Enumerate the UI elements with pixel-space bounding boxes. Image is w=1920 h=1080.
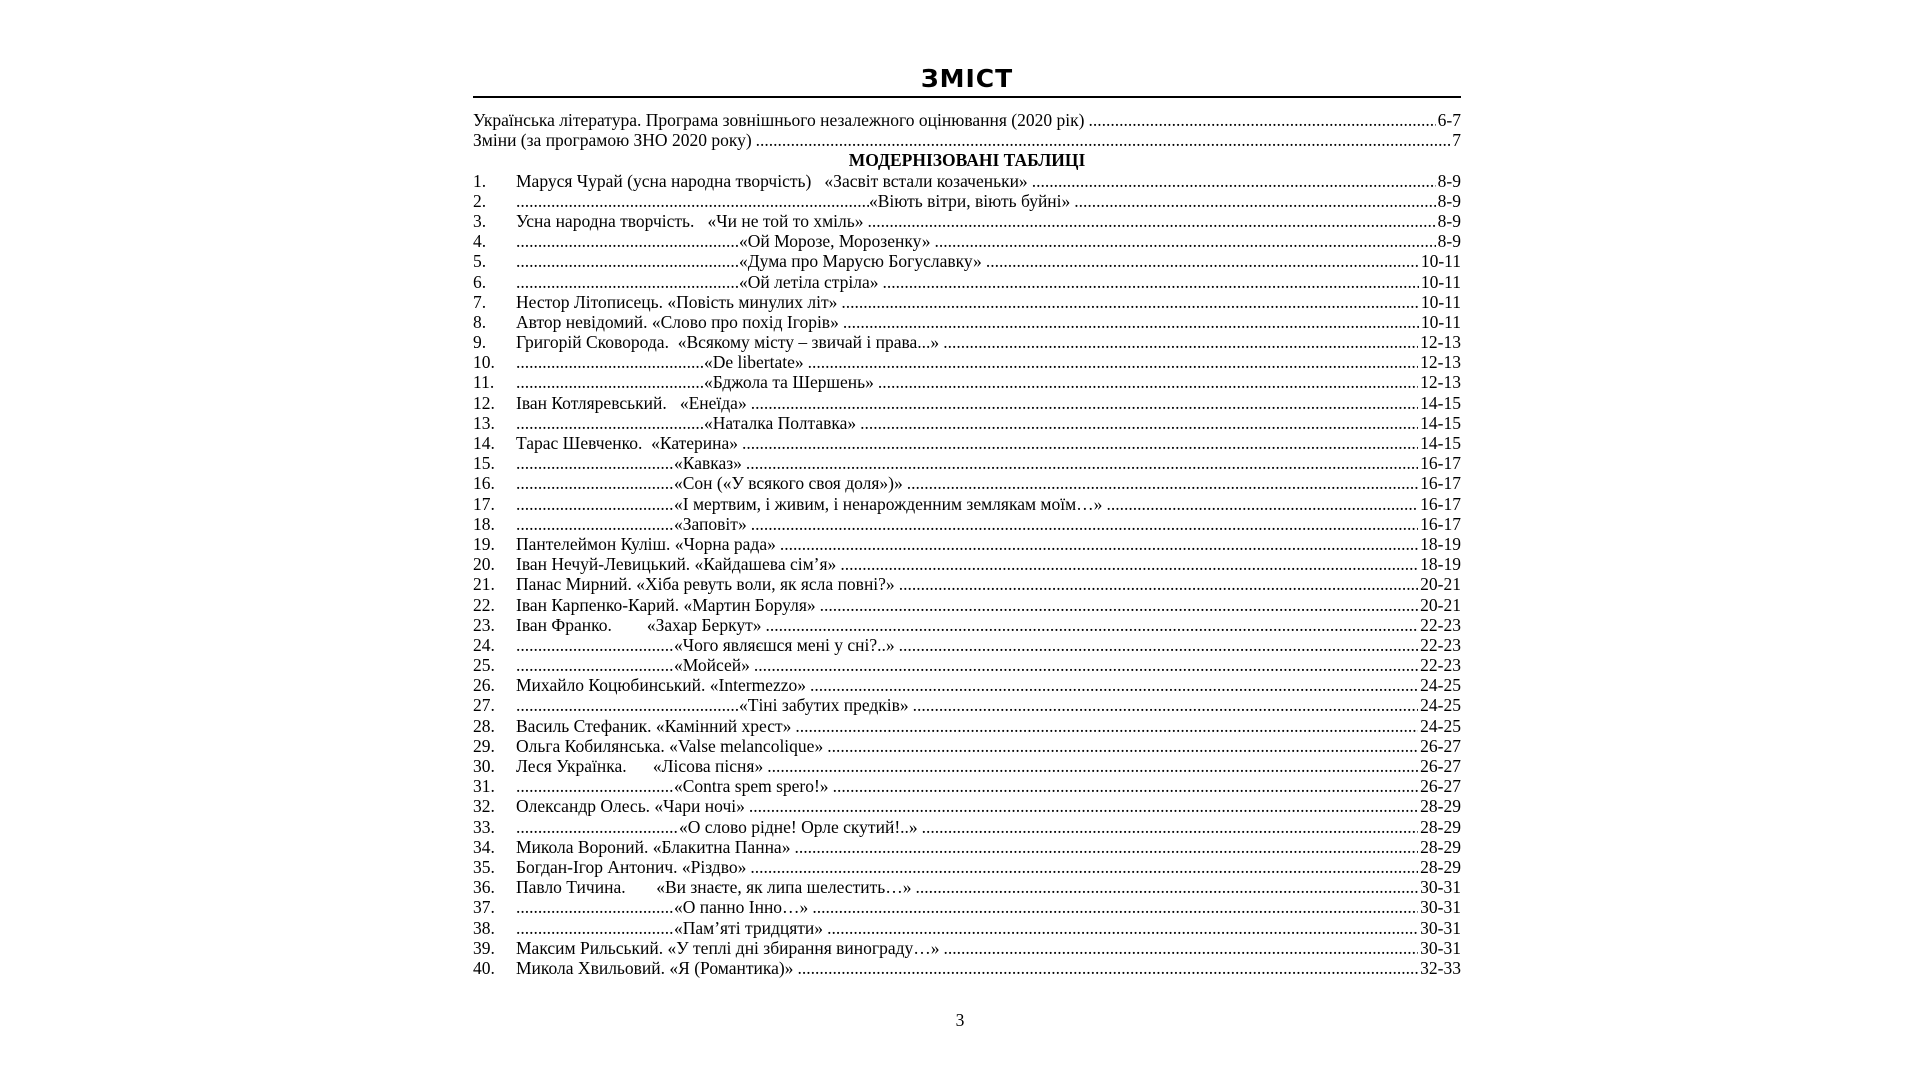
dot-leader — [820, 595, 1419, 615]
toc-entry — [473, 453, 1461, 473]
toc-entry-text: «Дума про Марусю Богуславку» — [739, 251, 982, 272]
toc-entry-number: 29. — [473, 735, 495, 756]
toc-entry-text: Павло Тичина. «Ви знаєте, як липа шелестить…» — [516, 877, 912, 898]
toc-entry-number: 5. — [473, 251, 487, 272]
section-heading: МОДЕРНІЗОВАНІ ТАБЛИЦІ — [848, 150, 1086, 171]
toc-entry-text: Іван Нечуй-Левицький. «Кайдашева сім’я» — [516, 554, 837, 575]
dot-leader — [913, 695, 1419, 715]
toc-entry-text: «Бджола та Шершень» — [704, 372, 874, 393]
toc-intro-line — [473, 110, 1461, 130]
ditto-leader — [516, 372, 704, 392]
toc-entry-number: 38. — [473, 917, 495, 938]
toc-entry-number: 1. — [473, 170, 487, 191]
toc-entry-text: Олександр Олесь. «Чари ночі» — [516, 796, 745, 817]
toc-entry-text: «Ой Морозе, Морозенку» — [739, 231, 931, 252]
toc-entry-number: 8. — [473, 311, 487, 332]
toc-entry — [473, 837, 1461, 857]
toc-entry-pages: 16-17 — [1420, 493, 1461, 514]
toc-entry-text: Тарас Шевченко. «Катерина» — [516, 433, 739, 453]
toc-entry-text: «Пам’яті тридцяти» — [674, 917, 824, 938]
dot-leader — [765, 615, 1418, 635]
toc-entry-number: 21. — [473, 574, 495, 595]
toc-entry — [473, 272, 1461, 292]
toc-entry — [473, 332, 1461, 352]
toc-entry — [473, 413, 1461, 433]
ditto-leader — [516, 918, 674, 938]
toc-entry-pages: 16-17 — [1420, 453, 1461, 474]
toc-entry-text: Михайло Коцюбинський. «Intermezzo» — [516, 675, 806, 696]
ditto-leader — [516, 776, 674, 796]
toc-entry — [473, 897, 1461, 917]
toc-entry — [473, 695, 1461, 715]
toc-entry-text: «О слово рідне! Орле скутий!..» — [679, 816, 918, 837]
dot-leader — [843, 312, 1419, 332]
toc-entry-number: 32. — [473, 796, 495, 817]
toc-entry — [473, 877, 1461, 897]
toc-entry-number: 35. — [473, 856, 495, 877]
toc-entry-number: 3. — [473, 210, 487, 231]
toc-entry-number: 19. — [473, 533, 495, 554]
toc-entry-pages: 14-15 — [1420, 433, 1461, 453]
ditto-leader — [516, 635, 674, 655]
toc-entry — [473, 918, 1461, 938]
toc-entry-text: Богдан-Ігор Антонич. «Різдво» — [516, 856, 747, 877]
toc-entry-text: «Тіні забутих предків» — [739, 695, 909, 716]
table-of-contents — [473, 62, 1461, 978]
toc-entry-number: 4. — [473, 231, 487, 252]
toc-entry-number: 15. — [473, 453, 495, 474]
toc-entry — [473, 574, 1461, 594]
toc-entry — [473, 736, 1461, 756]
toc-entry-text: Леся Українка. «Лісова пісня» — [516, 756, 764, 776]
dot-leader — [1074, 191, 1435, 211]
toc-entry — [473, 292, 1461, 312]
ditto-leader — [516, 231, 739, 251]
toc-entry-text: Пантелеймон Куліш. «Чорна рада» — [516, 533, 776, 554]
title-divider — [473, 96, 1461, 98]
toc-entry-pages: 14-15 — [1420, 392, 1461, 413]
toc-entry-number: 9. — [473, 332, 487, 353]
toc-entry-text: Іван Франко. «Захар Беркут» — [516, 614, 762, 635]
toc-entry-pages: 14-15 — [1420, 412, 1461, 433]
toc-entry-text: Українська література. Програма зовнішнього незалежного оцінювання (2020 рік) — [473, 110, 1085, 130]
toc-entry — [473, 857, 1461, 877]
toc-entry-number: 40. — [473, 957, 495, 978]
dot-leader — [1106, 494, 1418, 514]
dot-leader — [986, 251, 1419, 271]
toc-entry-pages: 12-13 — [1420, 372, 1461, 393]
toc-entry-number: 39. — [473, 937, 495, 958]
dot-leader — [794, 837, 1418, 857]
toc-entry-text: Максим Рильський. «У теплі дні збирання винограду…» — [516, 937, 940, 958]
toc-entry-pages: 6-7 — [1437, 110, 1461, 130]
dot-leader — [883, 272, 1419, 292]
toc-entry-pages: 10-11 — [1420, 311, 1461, 332]
ditto-leader — [516, 272, 739, 292]
toc-entry-pages: 26-27 — [1420, 756, 1461, 776]
toc-intro-line — [473, 130, 1461, 150]
ditto-leader — [516, 817, 679, 837]
toc-entry-text: «О панно Інно…» — [674, 897, 809, 918]
toc-entry-number: 26. — [473, 675, 495, 696]
toc-entry-pages: 8-9 — [1437, 210, 1461, 231]
dot-leader — [749, 796, 1418, 816]
toc-entry-text: «Чого являєшся мені у сні?..» — [674, 634, 895, 655]
toc-entry — [473, 494, 1461, 514]
toc-entry-pages: 30-31 — [1420, 897, 1461, 918]
toc-entry — [473, 615, 1461, 635]
dot-leader — [795, 716, 1418, 736]
toc-entry — [473, 312, 1461, 332]
toc-entry-number: 20. — [473, 554, 495, 575]
dot-leader — [860, 413, 1418, 433]
toc-entry — [473, 171, 1461, 191]
toc-entry — [473, 817, 1461, 837]
toc-entry — [473, 514, 1461, 534]
toc-entry-number: 13. — [473, 412, 495, 433]
toc-entry-number: 37. — [473, 897, 495, 918]
toc-entry — [473, 595, 1461, 615]
dot-leader — [840, 554, 1418, 574]
dot-leader — [780, 534, 1418, 554]
toc-entry-pages: 28-29 — [1420, 816, 1461, 837]
toc-entry-text: Усна народна творчість. «Чи не той то хміль» — [516, 210, 864, 231]
toc-entry-pages: 32-33 — [1420, 957, 1461, 978]
toc-entry — [473, 393, 1461, 413]
dot-leader — [841, 292, 1418, 312]
dot-leader — [746, 453, 1418, 473]
toc-entry-pages: 16-17 — [1420, 513, 1461, 534]
ditto-leader — [516, 352, 704, 372]
toc-entry-pages: 26-27 — [1420, 776, 1461, 797]
dot-leader — [878, 372, 1418, 392]
toc-entry-number: 14. — [473, 433, 495, 453]
toc-entry-pages: 24-25 — [1420, 715, 1461, 736]
toc-entry-text: Василь Стефаник. «Камінний хрест» — [516, 715, 792, 736]
ditto-leader — [516, 251, 739, 271]
toc-entry-number: 24. — [473, 634, 495, 655]
toc-entry-number: 12. — [473, 392, 495, 413]
dot-leader — [810, 675, 1418, 695]
dot-leader — [750, 857, 1418, 877]
toc-entry — [473, 938, 1461, 958]
toc-entry-pages: 10-11 — [1420, 291, 1461, 312]
toc-entry-pages: 16-17 — [1420, 473, 1461, 494]
toc-entry-number: 33. — [473, 816, 495, 837]
toc-entry-number: 22. — [473, 594, 495, 615]
toc-entry — [473, 372, 1461, 392]
toc-entry-number: 36. — [473, 877, 495, 898]
toc-entry-pages: 20-21 — [1420, 574, 1461, 595]
toc-entry — [473, 352, 1461, 372]
dot-leader — [899, 635, 1419, 655]
toc-entry-pages: 8-9 — [1437, 190, 1461, 211]
toc-entry — [473, 211, 1461, 231]
dot-leader — [754, 655, 1418, 675]
toc-entry-text: «Кавказ» — [674, 453, 742, 474]
toc-entry-number: 28. — [473, 715, 495, 736]
toc-entry-pages: 7 — [1452, 130, 1461, 151]
dot-leader — [915, 877, 1418, 897]
toc-entry-pages: 26-27 — [1420, 735, 1461, 756]
dot-leader — [812, 897, 1418, 917]
dot-leader — [935, 231, 1436, 251]
toc-entry-number: 27. — [473, 695, 495, 716]
toc-entry-number: 7. — [473, 291, 487, 312]
dot-leader — [833, 776, 1419, 796]
toc-entry-pages: 12-13 — [1420, 332, 1461, 353]
toc-entry-number: 2. — [473, 190, 487, 211]
toc-entry — [473, 958, 1461, 978]
toc-entry-number: 6. — [473, 271, 487, 292]
toc-entry-text: «Заповіт» — [674, 513, 747, 534]
toc-entry-pages: 8-9 — [1437, 170, 1461, 191]
toc-entry-pages: 18-19 — [1420, 533, 1461, 554]
toc-entry — [473, 776, 1461, 796]
toc-entry — [473, 796, 1461, 816]
dot-leader — [756, 130, 1451, 150]
toc-entry-text: Панас Мирний. «Хіба ревуть воли, як ясла повні?» — [516, 574, 895, 595]
toc-entry-text: Григорій Сковорода. «Всякому місту – звичай і права...» — [516, 332, 940, 353]
toc-entry-pages: 24-25 — [1420, 695, 1461, 716]
toc-entry-pages: 12-13 — [1420, 352, 1461, 373]
toc-entry-text: «Сон («У всякого своя доля»)» — [674, 473, 903, 494]
toc-entry-number: 34. — [473, 836, 495, 857]
toc-entry-number: 10. — [473, 352, 495, 373]
toc-entry-text: «Мойсей» — [674, 655, 750, 676]
ditto-leader — [516, 514, 674, 534]
toc-entry-pages: 8-9 — [1437, 231, 1461, 252]
toc-entry-text: «Віють вітри, віють буйні» — [869, 190, 1071, 211]
toc-entry-pages: 18-19 — [1420, 554, 1461, 575]
toc-entry-pages: 28-29 — [1420, 796, 1461, 817]
toc-entry-number: 25. — [473, 655, 495, 676]
toc-entry — [473, 251, 1461, 271]
toc-title: ЗМІСТ — [920, 64, 1014, 93]
ditto-leader — [516, 413, 704, 433]
dot-leader — [1088, 110, 1435, 130]
ditto-leader — [516, 191, 869, 211]
toc-entry-text: «Наталка Полтавка» — [704, 412, 857, 433]
toc-entry — [473, 716, 1461, 736]
toc-entry-pages: 24-25 — [1420, 675, 1461, 696]
toc-entry-text: Микола Хвильовий. «Я (Романтика)» — [516, 957, 794, 978]
dot-leader — [827, 736, 1418, 756]
toc-entry-number: 17. — [473, 493, 495, 514]
toc-entry-text: Зміни (за програмою ЗНО 2020 року) — [473, 130, 752, 151]
toc-entry-text: «Ой летіла стріла» — [739, 271, 879, 292]
toc-entry — [473, 756, 1461, 776]
ditto-leader — [516, 897, 674, 917]
toc-entry-pages: 22-23 — [1420, 614, 1461, 635]
toc-entry-number: 23. — [473, 614, 495, 635]
toc-entry — [473, 534, 1461, 554]
toc-entry-text: Нестор Літописець. «Повість минулих літ» — [516, 291, 838, 312]
toc-entry — [473, 191, 1461, 211]
ditto-leader — [516, 655, 674, 675]
dot-leader — [808, 352, 1419, 372]
toc-entry-pages: 22-23 — [1420, 634, 1461, 655]
dot-leader — [751, 393, 1418, 413]
toc-entry-number: 30. — [473, 756, 495, 776]
toc-entry-number: 16. — [473, 473, 495, 494]
toc-entry-text: Ольга Кобилянська. «Valse melancolique» — [516, 735, 824, 756]
toc-entry-text: Маруся Чурай (усна народна творчість) «Засвіт встали козаченьки» — [516, 170, 1028, 191]
toc-entry — [473, 655, 1461, 675]
dot-leader — [899, 574, 1418, 594]
toc-entry-number: 11. — [473, 372, 495, 393]
toc-entry-number: 18. — [473, 513, 495, 534]
toc-entry-text: «De libertate» — [704, 352, 804, 373]
toc-entry-pages: 10-11 — [1420, 271, 1461, 292]
dot-leader — [1032, 171, 1436, 191]
toc-entry-text: Іван Котляревський. «Енеїда» — [516, 392, 747, 413]
dot-leader — [827, 918, 1418, 938]
ditto-leader — [516, 494, 674, 514]
toc-entry — [473, 473, 1461, 493]
toc-entry-pages: 30-31 — [1420, 917, 1461, 938]
dot-leader — [907, 473, 1418, 493]
toc-entry-text: Іван Карпенко-Карий. «Мартин Боруля» — [516, 594, 816, 615]
toc-entry-pages: 28-29 — [1420, 836, 1461, 857]
toc-entry-pages: 10-11 — [1420, 251, 1461, 272]
toc-entry-pages: 22-23 — [1420, 655, 1461, 676]
ditto-leader — [516, 453, 674, 473]
toc-entry-pages: 30-31 — [1420, 877, 1461, 898]
page-number: 3 — [955, 1010, 965, 1030]
toc-entry-pages: 30-31 — [1420, 937, 1461, 958]
dot-leader — [922, 817, 1419, 837]
toc-entry-number: 31. — [473, 776, 495, 797]
dot-leader — [751, 514, 1418, 534]
toc-entry — [473, 675, 1461, 695]
toc-entry — [473, 554, 1461, 574]
toc-entries-list — [473, 171, 1461, 979]
toc-entry-pages: 28-29 — [1420, 856, 1461, 877]
ditto-leader — [516, 473, 674, 493]
dot-leader — [943, 332, 1418, 352]
dot-leader — [767, 756, 1418, 776]
dot-leader — [742, 433, 1418, 453]
dot-leader — [868, 211, 1436, 231]
toc-entry-text: «Contra spem spero!» — [674, 776, 829, 797]
toc-entry — [473, 231, 1461, 251]
toc-entry-text: Микола Вороний. «Блакитна Панна» — [516, 836, 791, 857]
toc-entry — [473, 635, 1461, 655]
dot-leader — [944, 938, 1419, 958]
toc-entry — [473, 433, 1461, 453]
dot-leader — [797, 958, 1418, 978]
toc-entry-pages: 20-21 — [1420, 594, 1461, 615]
ditto-leader — [516, 695, 739, 715]
toc-entry-text: Автор невідомий. «Слово про похід Ігорів» — [516, 311, 839, 332]
toc-entry-text: «І мертвим, і живим, і ненарожденним землякам моїм…» — [674, 493, 1103, 514]
